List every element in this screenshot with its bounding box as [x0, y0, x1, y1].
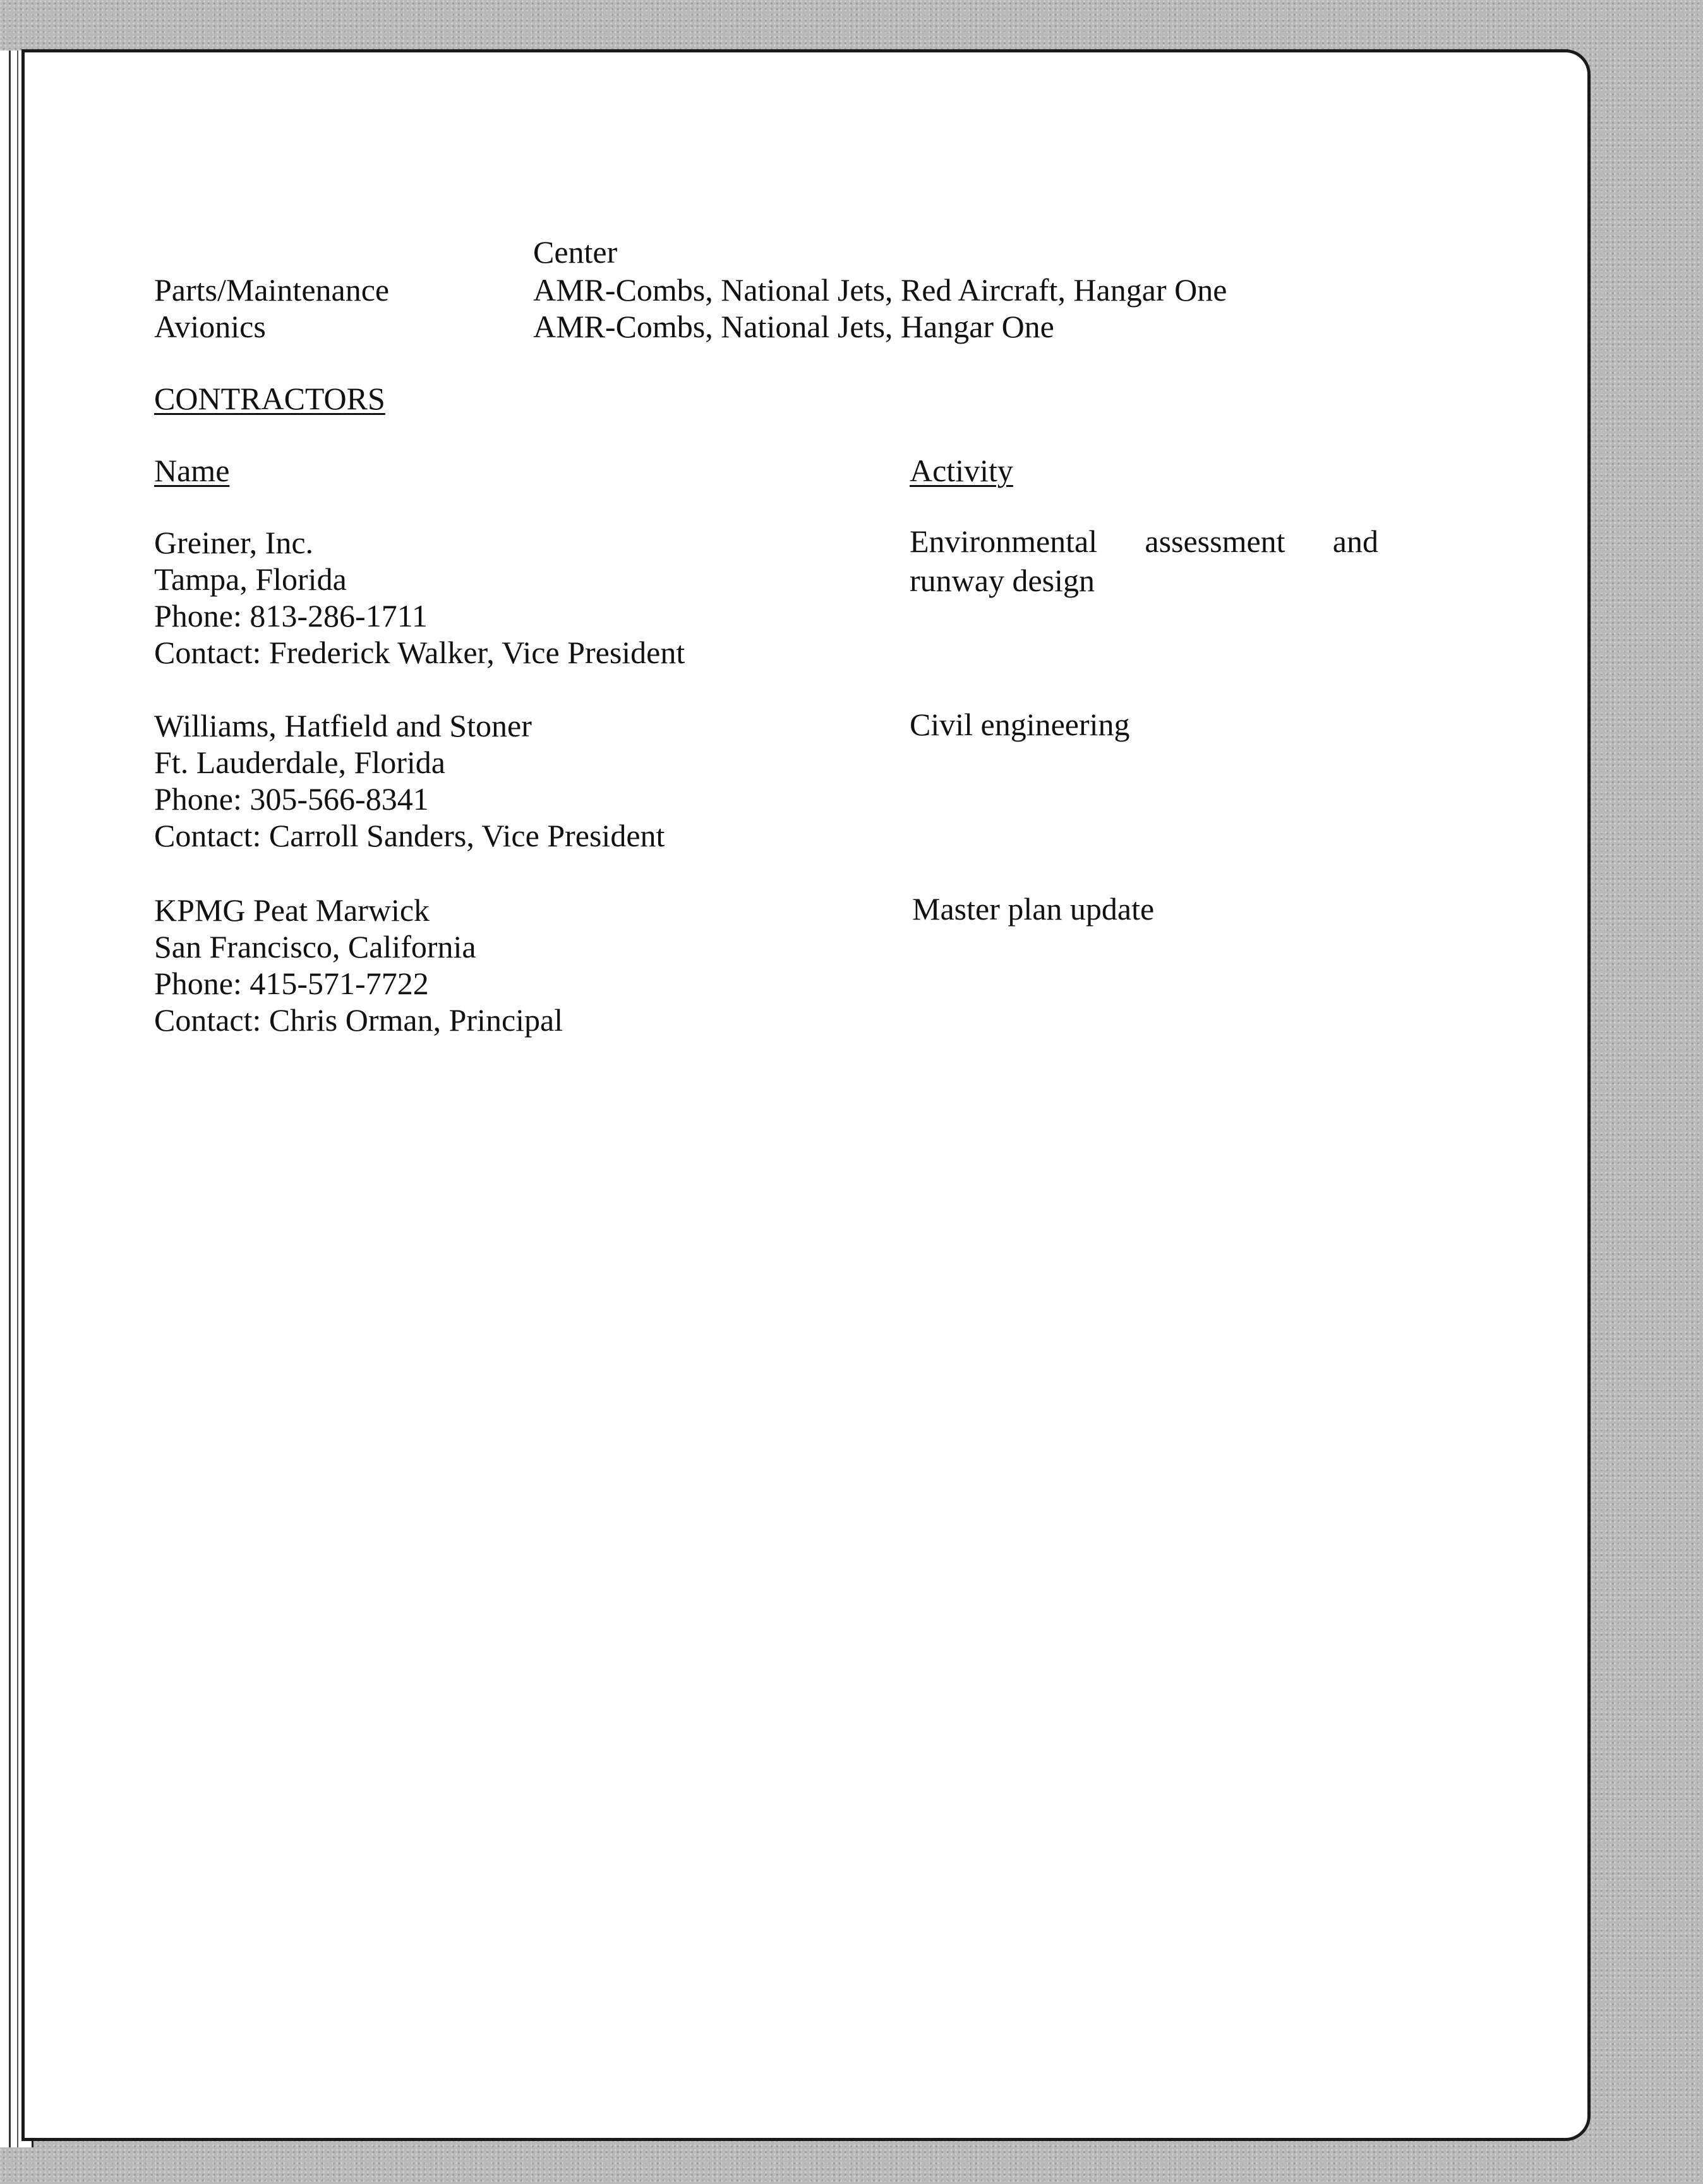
contractor-phone: Phone: 813-286-1711 [154, 598, 428, 633]
service-value-parts-maintenance: AMR-Combs, National Jets, Red Aircraft, Hangar One [533, 272, 1227, 308]
document-page [21, 49, 1591, 2141]
contractor-activity: Master plan update [912, 891, 1155, 927]
services-center-continuation: Center [533, 234, 618, 270]
service-label-parts-maintenance: Parts/Maintenance [154, 272, 390, 308]
contractor-phone: Phone: 305-566-8341 [154, 781, 429, 817]
contractor-phone: Phone: 415-571-7722 [154, 966, 429, 1001]
contractor-name: KPMG Peat Marwick [154, 892, 430, 928]
contractor-activity [910, 523, 1378, 560]
contractor-activity-line2: runway design [910, 563, 1095, 598]
contractor-location: San Francisco, California [154, 929, 476, 964]
contractor-location: Tampa, Florida [154, 561, 347, 597]
column-header-name: Name [154, 453, 230, 488]
service-label-avionics: Avionics [154, 309, 266, 344]
contractor-entry [154, 524, 685, 671]
contractor-location: Ft. Lauderdale, Florida [154, 745, 445, 780]
contractor-name: Williams, Hatfield and Stoner [154, 708, 532, 743]
service-value-avionics: AMR-Combs, National Jets, Hangar One [533, 309, 1054, 344]
contractor-contact: Contact: Chris Orman, Principal [154, 1002, 563, 1038]
binder-rings [9, 51, 18, 2147]
activity-word: assessment [1145, 524, 1285, 559]
contractor-activity: Civil engineering [910, 707, 1130, 742]
contractors-heading: CONTRACTORS [154, 381, 385, 416]
activity-word: Environmental [910, 524, 1098, 559]
column-header-activity: Activity [910, 453, 1013, 488]
contractor-entry [154, 707, 665, 854]
contractor-contact: Contact: Carroll Sanders, Vice President [154, 818, 665, 853]
activity-word: and [1332, 524, 1378, 559]
contractor-entry [154, 892, 563, 1038]
contractor-name: Greiner, Inc. [154, 525, 314, 560]
contractor-contact: Contact: Frederick Walker, Vice President [154, 635, 685, 670]
